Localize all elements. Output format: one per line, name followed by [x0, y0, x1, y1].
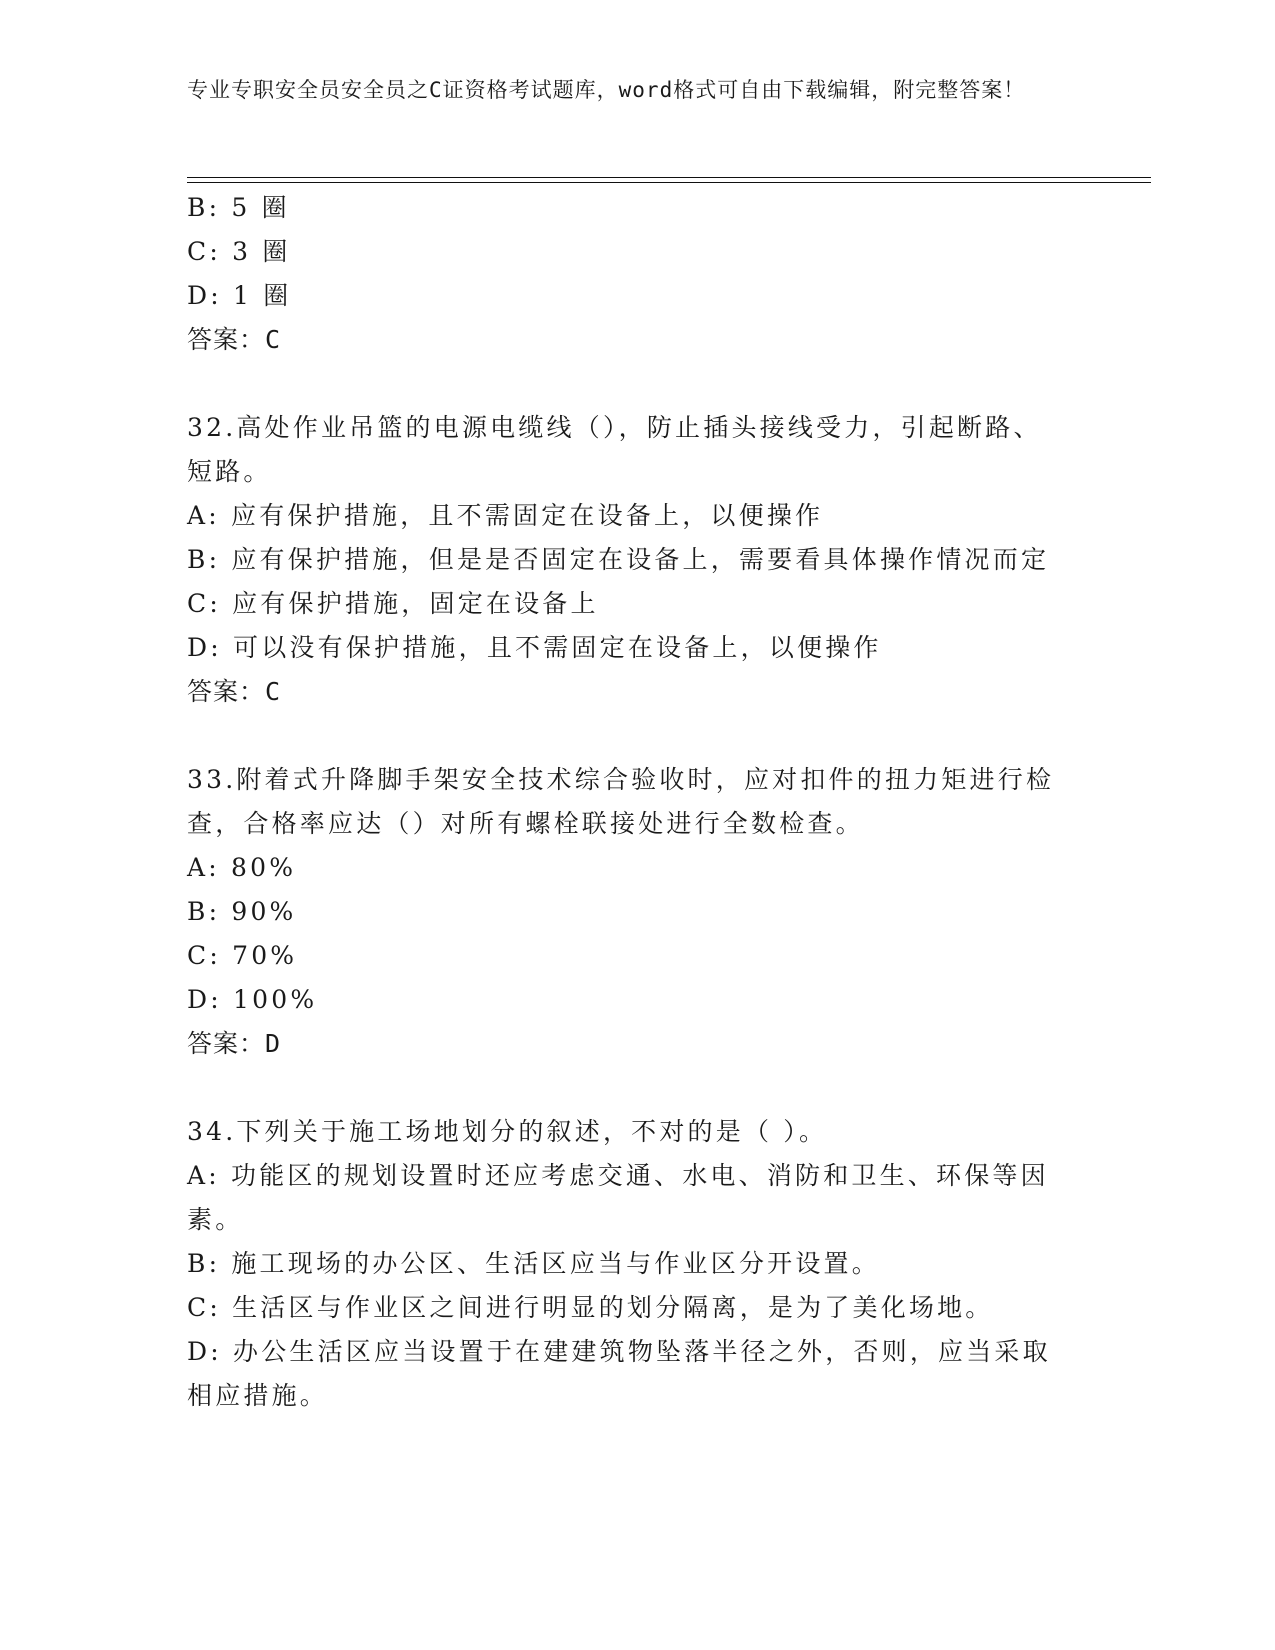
- option-a: A: 功能区的规划设置时还应考虑交通、水电、消防和卫生、环保等因: [187, 1161, 1049, 1190]
- answer-label: 答案：: [187, 1029, 266, 1058]
- header-rule-top: [187, 177, 1151, 178]
- answer: [187, 1028, 281, 1060]
- option-d: D: 可以没有保护措施，且不需固定在设备上，以便操作: [187, 633, 882, 662]
- option-d: D: 办公生活区应当设置于在建建筑物坠落半径之外，否则，应当采取: [187, 1337, 1051, 1366]
- option-b: B: 90%: [187, 897, 297, 926]
- option-a-cont: 素。: [187, 1205, 244, 1234]
- answer-value: C: [265, 677, 282, 706]
- answer-label: 答案：: [187, 677, 266, 706]
- answer-value: C: [265, 325, 282, 354]
- question-32-stem-cont: 短路。: [187, 457, 272, 486]
- option-a: A: 80%: [187, 853, 297, 882]
- option-b: B: 应有保护措施，但是是否固定在设备上，需要看具体操作情况而定: [187, 545, 1050, 574]
- option-b: B: 施工现场的办公区、生活区应当与作业区分开设置。: [187, 1249, 880, 1278]
- question-33-stem: 33.附着式升降脚手架安全技术综合验收时，应对扣件的扭力矩进行检: [187, 765, 1055, 794]
- option-d: D: 100%: [187, 985, 318, 1014]
- option-b: B: 5 圈: [187, 193, 290, 222]
- question-32-stem: 32.高处作业吊篮的电源电缆线（），防止插头接线受力，引起断路、: [187, 413, 1042, 442]
- option-c: C: 生活区与作业区之间进行明显的划分隔离，是为了美化场地。: [187, 1293, 994, 1322]
- option-c: C: 3 圈: [187, 237, 291, 266]
- question-34-stem: 34.下列关于施工场地划分的叙述，不对的是（ ）。: [187, 1117, 828, 1146]
- answer-label: 答案：: [187, 325, 266, 354]
- option-c: C: 应有保护措施，固定在设备上: [187, 589, 599, 618]
- answer: [187, 324, 281, 356]
- header-rule-bottom: [187, 182, 1151, 183]
- option-d: D: 1 圈: [187, 281, 292, 310]
- answer-value: D: [265, 1029, 282, 1058]
- option-d-cont: 相应措施。: [187, 1381, 329, 1410]
- document-header: 专业专职安全员安全员之C证资格考试题库，word格式可自由下载编辑，附完整答案！: [187, 78, 1026, 102]
- option-c: C: 70%: [187, 941, 298, 970]
- option-a: A: 应有保护措施，且不需固定在设备上，以便操作: [187, 501, 824, 530]
- answer: [187, 676, 281, 708]
- question-33-stem-cont: 查，合格率应达（）对所有螺栓联接处进行全数检查。: [187, 809, 864, 838]
